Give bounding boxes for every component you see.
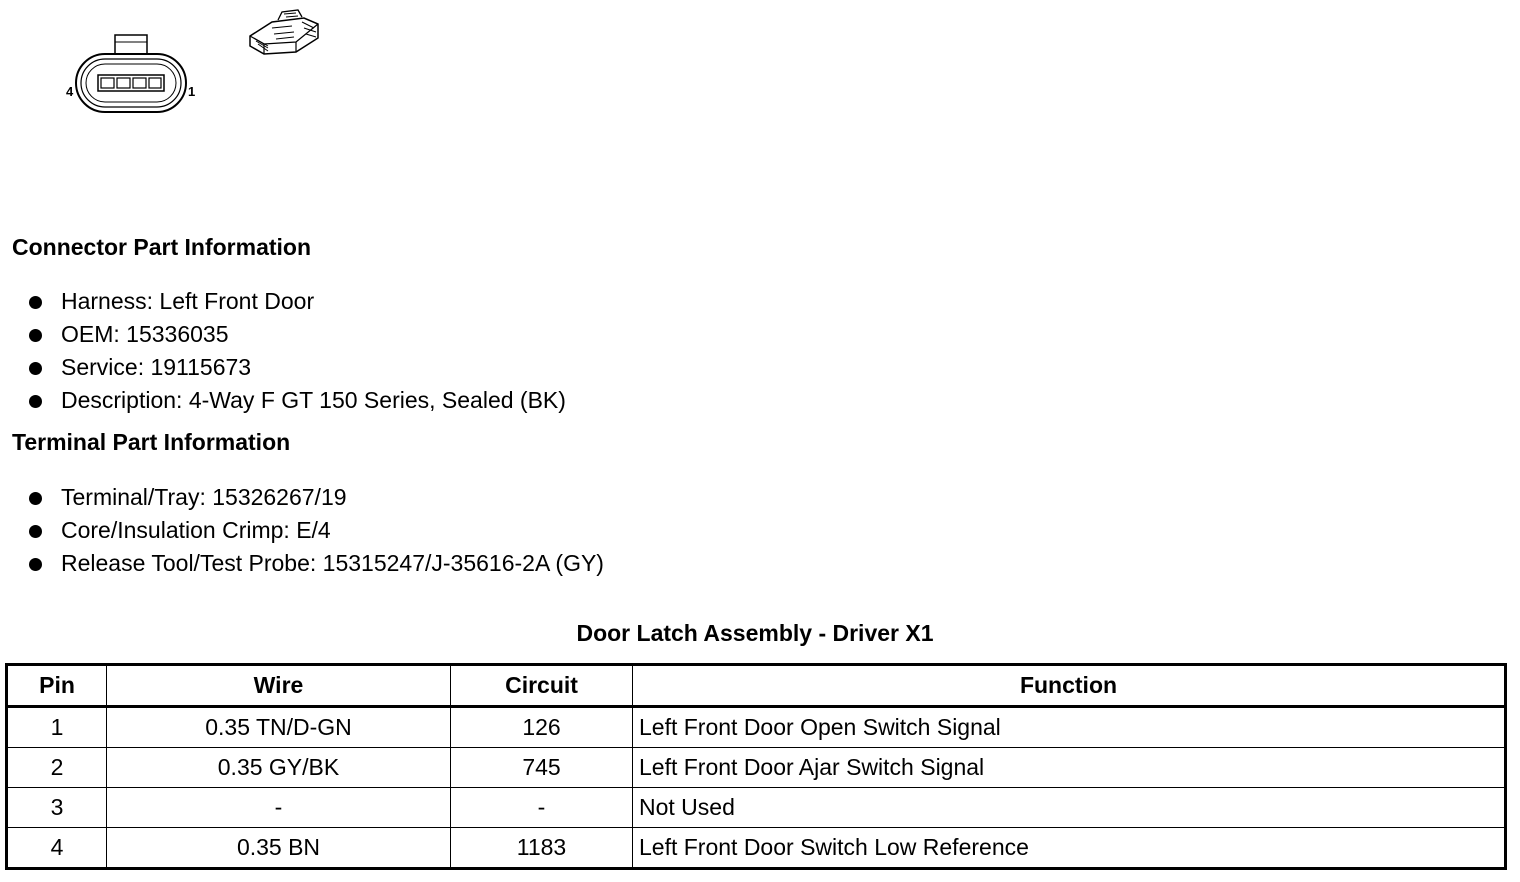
column-header-circuit: Circuit (451, 665, 633, 707)
list-item-text: Release Tool/Test Probe: 15315247/J-35616-2A (GY) (61, 550, 604, 576)
table-row (7, 828, 1506, 869)
list-item (0, 351, 566, 384)
list-item-text: Terminal/Tray: 15326267/19 (61, 484, 347, 510)
column-header-pin: Pin (7, 665, 107, 707)
list-item (0, 547, 604, 580)
list-item (0, 318, 566, 351)
bullet-icon (29, 329, 42, 342)
circuit-cell: - (451, 788, 633, 828)
function-cell: Left Front Door Switch Low Reference (633, 828, 1506, 869)
table-title: Door Latch Assembly - Driver X1 (576, 620, 934, 646)
list-item (0, 514, 604, 547)
list-item (0, 384, 566, 417)
list-item-text: OEM: 15336035 (61, 321, 229, 347)
pin-cell: 2 (7, 748, 107, 788)
list-item (0, 285, 566, 318)
pin-cell: 3 (7, 788, 107, 828)
bullet-icon (29, 296, 42, 309)
bullet-icon (29, 558, 42, 571)
bullet-icon (29, 525, 42, 538)
connector-latch (115, 35, 147, 55)
connector-part-info-heading: Connector Part Information (12, 234, 312, 260)
bullet-icon (29, 395, 42, 408)
pin-cell: 4 (7, 828, 107, 869)
list-item-text: Service: 19115673 (61, 354, 252, 380)
list-item (0, 481, 604, 514)
pin-label-right: 1 (188, 84, 196, 99)
circuit-cell: 126 (451, 707, 633, 748)
column-header-wire: Wire (107, 665, 451, 707)
connector-isometric-view (244, 8, 328, 58)
table-header-row (7, 665, 1506, 707)
connector-part-info-list (0, 285, 566, 417)
function-cell: Not Used (633, 788, 1506, 828)
terminal-part-info-heading: Terminal Part Information (12, 429, 291, 455)
list-item-text: Description: 4-Way F GT 150 Series, Sealed (BK) (61, 387, 566, 413)
circuit-cell: 1183 (451, 828, 633, 869)
circuit-cell: 745 (451, 748, 633, 788)
wire-cell: 0.35 TN/D-GN (107, 707, 451, 748)
table-row (7, 707, 1506, 748)
function-cell: Left Front Door Open Switch Signal (633, 707, 1506, 748)
wire-cell: 0.35 GY/BK (107, 748, 451, 788)
table-row (7, 788, 1506, 828)
wire-cell: - (107, 788, 451, 828)
terminal-part-info-list (0, 481, 604, 580)
list-item-text: Core/Insulation Crimp: E/4 (61, 517, 331, 543)
wire-cell: 0.35 BN (107, 828, 451, 869)
table-row (7, 748, 1506, 788)
column-header-function: Function (633, 665, 1506, 707)
connector-face-view (62, 30, 202, 120)
list-item-text: Harness: Left Front Door (61, 288, 315, 314)
function-cell: Left Front Door Ajar Switch Signal (633, 748, 1506, 788)
bullet-icon (29, 362, 42, 375)
bullet-icon (29, 492, 42, 505)
pin-cell: 1 (7, 707, 107, 748)
pin-label-left: 4 (66, 84, 74, 99)
pin-table (5, 663, 1507, 870)
